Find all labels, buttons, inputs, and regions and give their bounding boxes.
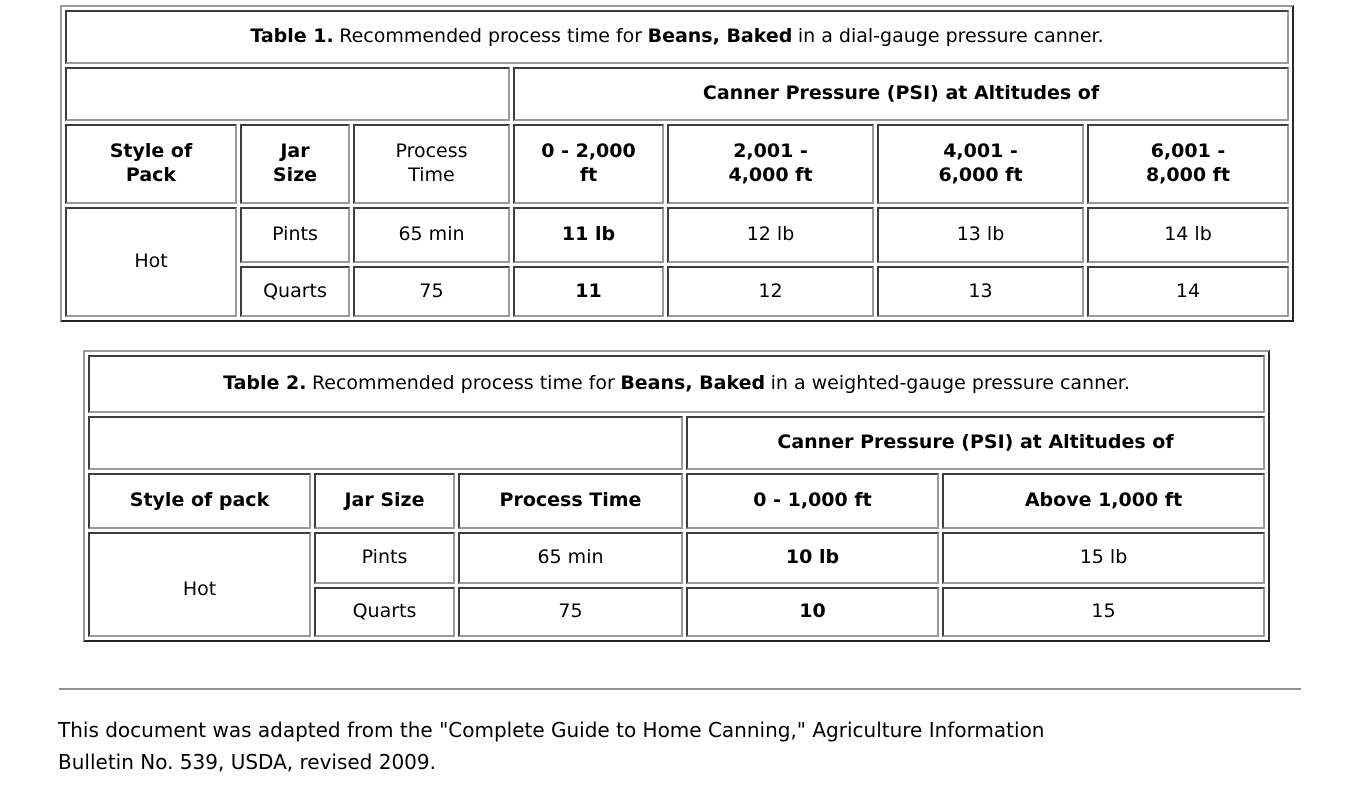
cell-time-quarts: 75 [458, 587, 683, 637]
header-jar-size: Jar Size [240, 124, 350, 204]
table2-title-label: Table 2. [223, 372, 307, 395]
header-altitude-1: 0 - 2,000 ft [513, 124, 664, 204]
footer-line: This document was adapted from the "Complete Guide to Home Canning," Agriculture Information [58, 718, 1045, 742]
table2-title [88, 355, 1265, 413]
table-weighted-gauge [83, 350, 1270, 642]
table-row [88, 532, 1265, 584]
empty-cell [88, 416, 683, 470]
cell-pressure: 10 lb [686, 532, 939, 584]
table-row [65, 266, 1289, 317]
table-row [88, 416, 1265, 470]
header-altitude-1: 0 - 1,000 ft [686, 473, 939, 529]
header-style-of-pack: Style of Pack [65, 124, 237, 204]
table1-title-label: Table 1. [250, 25, 334, 48]
header-process-time: Process Time [458, 473, 683, 529]
table1-title-rest: in a dial-gauge pressure canner. [797, 25, 1104, 48]
header-process-time: Process Time [353, 124, 510, 204]
cell-style-hot: Hot [88, 532, 311, 637]
cell-time-pints: 65 min [353, 207, 510, 263]
cell-pressure: 13 lb [877, 207, 1084, 263]
cell-pressure: 14 lb [1087, 207, 1289, 263]
table2-title-lead: Recommended process time for [311, 372, 615, 395]
table-row [65, 67, 1289, 121]
cell-pressure: 11 [513, 266, 664, 317]
cell-pressure: 12 [667, 266, 874, 317]
table-row [65, 10, 1289, 64]
table-header-row [88, 473, 1265, 529]
header-jar-size: Jar Size [314, 473, 455, 529]
divider [59, 688, 1301, 690]
table-row [65, 207, 1289, 263]
table1-pressure-header: Canner Pressure (PSI) at Altitudes of [513, 67, 1289, 121]
empty-cell [65, 67, 510, 121]
table2-title-food: Beans, Baked [620, 372, 766, 395]
cell-jar-quarts: Quarts [314, 587, 455, 637]
header-altitude-2: 2,001 - 4,000 ft [667, 124, 874, 204]
table-row [88, 355, 1265, 413]
header-altitude-4: 6,001 - 8,000 ft [1087, 124, 1289, 204]
cell-style-hot: Hot [65, 207, 237, 317]
cell-time-quarts: 75 [353, 266, 510, 317]
cell-pressure: 12 lb [667, 207, 874, 263]
table2-pressure-header: Canner Pressure (PSI) at Altitudes of [686, 416, 1265, 470]
cell-jar-pints: Pints [314, 532, 455, 584]
cell-pressure: 15 lb [942, 532, 1265, 584]
cell-pressure: 14 [1087, 266, 1289, 317]
cell-pressure: 13 [877, 266, 1084, 317]
cell-jar-quarts: Quarts [240, 266, 350, 317]
header-style-of-pack: Style of pack [88, 473, 311, 529]
header-altitude-3: 4,001 - 6,000 ft [877, 124, 1084, 204]
cell-pressure: 15 [942, 587, 1265, 637]
table1-title [65, 10, 1289, 64]
cell-pressure: 10 [686, 587, 939, 637]
table-dial-gauge [60, 5, 1294, 322]
table1-title-lead: Recommended process time for [339, 25, 643, 48]
footer-line: Bulletin No. 539, USDA, revised 2009. [58, 750, 436, 774]
table-header-row [65, 124, 1289, 204]
cell-jar-pints: Pints [240, 207, 350, 263]
table2-title-rest: in a weighted-gauge pressure canner. [770, 372, 1130, 395]
cell-pressure: 11 lb [513, 207, 664, 263]
header-altitude-2: Above 1,000 ft [942, 473, 1265, 529]
table1-title-food: Beans, Baked [647, 25, 793, 48]
cell-time-pints: 65 min [458, 532, 683, 584]
footer-note [58, 714, 1306, 778]
